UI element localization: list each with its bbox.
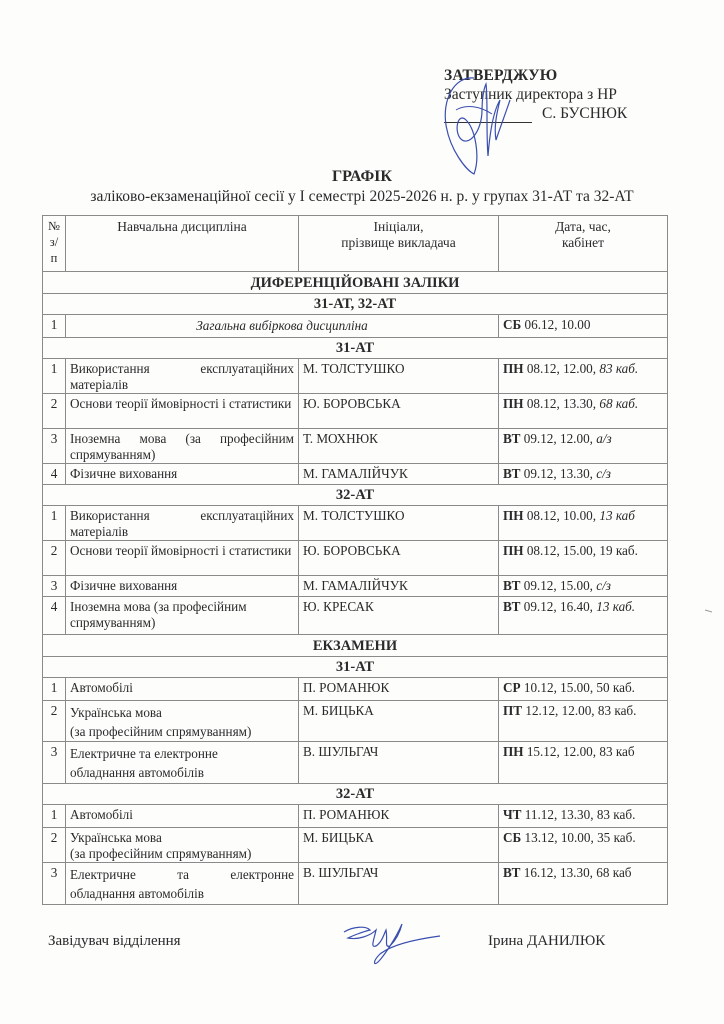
table-row <box>43 464 668 485</box>
row-datetime: 10.12, 15.00, 50 каб. <box>520 680 635 695</box>
row-teacher: Ю. БОРОВСЬКА <box>299 541 499 576</box>
row-date <box>499 541 668 576</box>
row-datetime: 09.12, 15.00, <box>520 578 597 593</box>
row-room: а/з <box>596 431 612 446</box>
table-row <box>43 506 668 541</box>
header-number-line: № <box>48 219 60 233</box>
row-day: ВТ <box>503 578 521 593</box>
row-number: 3 <box>43 429 66 464</box>
row-day: ПН <box>503 396 524 411</box>
row-discipline-line: (за професійним спрямуванням) <box>70 846 252 861</box>
row-datetime: 15.12, 12.00, 83 каб <box>523 744 635 759</box>
row-room: 83 каб. <box>599 361 639 376</box>
row-datetime: 06.12, 10.00 <box>521 317 591 332</box>
row-discipline: Загальна вибіркова дисципліна <box>66 315 499 338</box>
header-number <box>43 216 66 272</box>
row-day: ПТ <box>503 703 523 718</box>
row-datetime: 08.12, 12.00, <box>523 361 600 376</box>
row-day: ПН <box>503 543 524 558</box>
row-number: 1 <box>43 315 66 338</box>
approval-heading: ЗАТВЕРДЖУЮ <box>444 67 558 84</box>
row-discipline: Автомобілі <box>66 678 299 701</box>
row-datetime: 08.12, 10.00, <box>523 508 600 523</box>
table-row <box>43 678 668 701</box>
row-number: 2 <box>43 541 66 576</box>
group-title: 32-АТ <box>43 784 668 805</box>
table-header-row <box>43 216 668 272</box>
row-date <box>499 678 668 701</box>
table-row <box>43 541 668 576</box>
row-date <box>499 506 668 541</box>
row-number: 1 <box>43 506 66 541</box>
group-row <box>43 657 668 678</box>
scan-mark-icon <box>704 608 714 614</box>
document-subtitle: заліково-екзаменаційної сесії у І семестрі 2025-2026 н. р. у групах 31-АТ та 32-АТ <box>90 188 634 205</box>
row-number: 4 <box>43 597 66 635</box>
row-number: 2 <box>43 828 66 863</box>
table-row <box>43 742 668 784</box>
header-discipline-text: Навчальна дисципліна <box>117 219 247 234</box>
row-discipline: Фізичне виховання <box>66 576 299 597</box>
row-date <box>499 315 668 338</box>
row-room: 13 каб <box>599 508 635 523</box>
row-day: СБ <box>503 317 522 332</box>
row-discipline: Автомобілі <box>66 805 299 828</box>
table-row <box>43 828 668 863</box>
header-number-line: з/ <box>49 235 59 249</box>
header-date-line: Дата, час, <box>555 219 611 234</box>
row-day: ЧТ <box>503 807 522 822</box>
header-date <box>499 216 668 272</box>
row-room: с/з <box>596 466 611 481</box>
row-datetime: 09.12, 16.40, <box>520 599 597 614</box>
row-datetime: 11.12, 13.30, 83 каб. <box>521 807 636 822</box>
row-discipline: Основи теорії ймовірності і статистики <box>66 394 299 429</box>
group-title: 31-АТ, 32-АТ <box>43 294 668 315</box>
group-row <box>43 338 668 359</box>
row-number: 1 <box>43 805 66 828</box>
row-date <box>499 394 668 429</box>
row-teacher: М. БИЦЬКА <box>299 701 499 742</box>
row-date <box>499 464 668 485</box>
group-row <box>43 784 668 805</box>
row-date <box>499 429 668 464</box>
table-row <box>43 394 668 429</box>
row-day: ВТ <box>503 431 521 446</box>
row-discipline-line: Українська мова <box>70 830 162 845</box>
exam-schedule-table <box>42 215 668 905</box>
footer-name: Ірина ДАНИЛЮК <box>488 933 606 949</box>
row-number: 2 <box>43 394 66 429</box>
row-number: 1 <box>43 678 66 701</box>
section-row <box>43 272 668 294</box>
row-datetime: 13.12, 10.00, 35 каб. <box>521 830 636 845</box>
section-row <box>43 635 668 657</box>
header-teacher-line: прізвище викладача <box>341 235 456 250</box>
row-discipline: Використання експлуатаційних матеріалів <box>66 359 299 394</box>
document-title: ГРАФІК <box>331 168 393 185</box>
row-teacher: М. БИЦЬКА <box>299 828 499 863</box>
row-day: ПН <box>503 744 524 759</box>
approval-name: С. БУСНЮК <box>542 105 628 122</box>
row-discipline: Іноземна мова (за професійним спрямуванням) <box>66 597 299 635</box>
section-title: ДИФЕРЕНЦІЙОВАНІ ЗАЛІКИ <box>43 272 668 294</box>
row-datetime: 09.12, 12.00, <box>520 431 597 446</box>
table-row <box>43 576 668 597</box>
row-datetime: 16.12, 13.30, 68 каб <box>520 865 632 880</box>
row-teacher: В. ШУЛЬГАЧ <box>299 863 499 905</box>
row-discipline: Іноземна мова (за професійним спрямуванням) <box>66 429 299 464</box>
group-title: 31-АТ <box>43 338 668 359</box>
row-day: ПН <box>503 508 524 523</box>
approval-position: Заступник директора з НР <box>444 86 617 103</box>
row-day: ПН <box>503 361 524 376</box>
head-signature-icon <box>340 918 450 968</box>
row-discipline: Використання експлуатаційних матеріалів <box>66 506 299 541</box>
row-datetime: 09.12, 13.30, <box>520 466 597 481</box>
row-teacher: Ю. БОРОВСЬКА <box>299 394 499 429</box>
row-discipline <box>66 828 299 863</box>
row-datetime: 08.12, 15.00, 19 каб. <box>523 543 638 558</box>
row-date <box>499 863 668 905</box>
section-title: ЕКЗАМЕНИ <box>43 635 668 657</box>
row-discipline <box>66 742 299 784</box>
row-teacher: М. ТОЛСТУШКО <box>299 506 499 541</box>
row-day: СБ <box>503 830 522 845</box>
table-row <box>43 429 668 464</box>
row-discipline-line: Українська мова <box>70 705 162 720</box>
row-discipline-line: (за професійним спрямуванням) <box>70 724 252 739</box>
footer-position: Завідувач відділення <box>48 933 181 949</box>
row-datetime: 08.12, 13.30, <box>523 396 600 411</box>
row-discipline-line: Електричне та електронне <box>70 867 294 882</box>
row-teacher: Ю. КРЕСАК <box>299 597 499 635</box>
row-datetime: 12.12, 12.00, 83 каб. <box>522 703 637 718</box>
table-row <box>43 597 668 635</box>
row-teacher: П. РОМАНЮК <box>299 805 499 828</box>
group-title: 32-АТ <box>43 485 668 506</box>
row-date <box>499 701 668 742</box>
row-teacher: П. РОМАНЮК <box>299 678 499 701</box>
row-discipline <box>66 701 299 742</box>
row-discipline-line: обладнання автомобілів <box>70 765 204 780</box>
group-row <box>43 294 668 315</box>
header-teacher-line: Ініціали, <box>373 219 424 234</box>
header-number-line: п <box>50 251 58 265</box>
row-date <box>499 576 668 597</box>
row-discipline <box>66 863 299 905</box>
row-date <box>499 359 668 394</box>
row-room: 68 каб. <box>599 396 639 411</box>
row-day: ВТ <box>503 466 521 481</box>
row-number: 3 <box>43 742 66 784</box>
row-day: СР <box>503 680 521 695</box>
approval-signature-icon <box>436 70 516 180</box>
row-date <box>499 805 668 828</box>
row-number: 3 <box>43 576 66 597</box>
group-row <box>43 485 668 506</box>
table-row <box>43 863 668 905</box>
row-room: с/з <box>596 578 611 593</box>
row-discipline-line: Електричне та електронне <box>70 746 218 761</box>
row-teacher: М. ГАМАЛІЙЧУК <box>299 576 499 597</box>
row-number: 2 <box>43 701 66 742</box>
row-date <box>499 828 668 863</box>
table-row <box>43 805 668 828</box>
header-discipline <box>66 216 299 272</box>
row-teacher: М. ГАМАЛІЙЧУК <box>299 464 499 485</box>
row-day: ВТ <box>503 865 521 880</box>
row-number: 4 <box>43 464 66 485</box>
row-teacher: М. ТОЛСТУШКО <box>299 359 499 394</box>
row-number: 1 <box>43 359 66 394</box>
header-date-line: кабінет <box>561 235 605 250</box>
table-row <box>43 359 668 394</box>
row-discipline: Фізичне виховання <box>66 464 299 485</box>
row-discipline-line: обладнання автомобілів <box>70 886 204 901</box>
table-row <box>43 315 668 338</box>
row-date <box>499 597 668 635</box>
row-number: 3 <box>43 863 66 905</box>
row-date <box>499 742 668 784</box>
row-discipline: Основи теорії ймовірності і статистики <box>66 541 299 576</box>
row-teacher: В. ШУЛЬГАЧ <box>299 742 499 784</box>
row-room: 13 каб. <box>596 599 636 614</box>
row-day: ВТ <box>503 599 521 614</box>
table-row <box>43 701 668 742</box>
header-teacher <box>299 216 499 272</box>
row-teacher: Т. МОХНЮК <box>299 429 499 464</box>
group-title: 31-АТ <box>43 657 668 678</box>
